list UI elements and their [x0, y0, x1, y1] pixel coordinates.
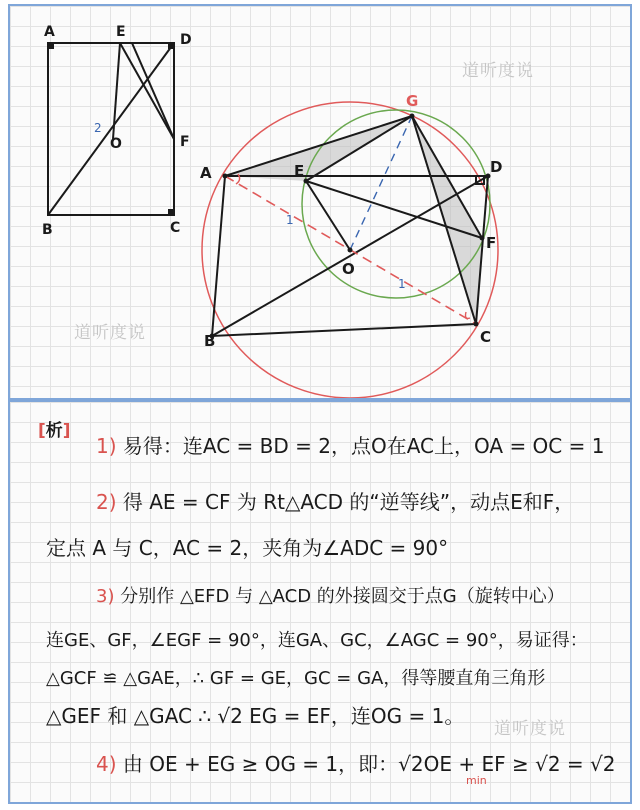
line-5-text: 连GE、GF，∠EGF = 90°，连GA、GC，∠AGC = 90°，易证得：	[46, 630, 588, 651]
small-label-f: F	[180, 134, 190, 150]
small-right-angle-c	[169, 210, 174, 215]
analysis-line-4	[96, 582, 565, 608]
watermark-top-left: 道听度说	[74, 323, 146, 343]
line-8-text: 由 OE + EG ≥ OG = 1，即：√2OE + EF ≥ √2 = √2	[122, 752, 616, 776]
line-2-text: 得 AE = CF 为 Rt△ACD 的“逆等线”，动点E和F，	[122, 490, 575, 514]
analysis-line-7	[46, 700, 464, 729]
big-label-d: D	[490, 158, 503, 176]
watermark-bottom-right: 道听度说	[494, 719, 566, 739]
small-line-oe	[113, 43, 120, 139]
small-figure	[48, 43, 174, 215]
small-label-o: O	[110, 136, 122, 152]
analysis-line-3	[46, 532, 448, 561]
small-label-c: C	[170, 220, 181, 236]
tag-close-bracket: ]	[62, 421, 71, 441]
line-6-text: △GCF ≌ △GAE，∴ GF = GE，GC = GA，得等腰直角三角形	[46, 668, 546, 689]
small-label-e: E	[116, 24, 126, 40]
line-7-text: △GEF 和 △GAC ∴ √2 EG = EF，连OG = 1。	[46, 704, 465, 728]
analysis-panel	[8, 400, 632, 804]
point-g	[410, 114, 415, 119]
watermark-top-right: 道听度说	[462, 61, 534, 81]
small-right-angle-a	[48, 43, 53, 48]
analysis-line-1	[96, 430, 604, 459]
big-label-b: B	[204, 332, 216, 350]
analysis-line-2	[96, 486, 574, 515]
tag-text: 析	[45, 421, 63, 441]
analysis-line-8	[96, 748, 616, 777]
analysis-line-6	[46, 664, 545, 690]
analysis-line-5	[46, 626, 588, 652]
big-label-g: G	[406, 92, 419, 110]
big-figure	[202, 102, 498, 398]
line-4-num: 3)	[96, 586, 115, 607]
line-8-num: 4)	[96, 752, 117, 776]
big-label-e: E	[294, 162, 305, 180]
point-c	[474, 322, 479, 327]
point-o	[348, 248, 353, 253]
line-1-text: 易得：连AC = BD = 2，点O在AC上，OA = OC = 1	[122, 434, 605, 458]
small-label-b: B	[42, 222, 53, 238]
small-label-d: D	[180, 32, 192, 48]
line-2-num: 2)	[96, 490, 117, 514]
angle-mark-c	[466, 312, 471, 318]
point-a	[223, 174, 228, 179]
line-1-num: 1)	[96, 434, 117, 458]
small-label-two: 2	[94, 121, 102, 135]
diagram-panel	[8, 4, 632, 400]
big-label-one-b: 1	[398, 277, 406, 291]
big-line-eo	[306, 181, 350, 250]
line-4-text: 分别作 △EFD 与 △ACD 的外接圆交于点G（旋转中心）	[120, 586, 565, 607]
point-f	[480, 236, 485, 241]
point-e	[304, 179, 309, 184]
big-label-c: C	[480, 328, 492, 346]
big-label-a: A	[200, 164, 212, 182]
small-diagonal-bd	[48, 43, 174, 215]
big-label-one-a: 1	[286, 213, 294, 227]
big-label-f: F	[486, 234, 497, 252]
line-3-text: 定点 A 与 C，AC = 2，夹角为∠ADC = 90°	[46, 536, 449, 560]
small-right-angle-d	[169, 43, 174, 48]
big-label-o: O	[342, 260, 355, 278]
small-line-ef	[120, 43, 174, 139]
tag-open-bracket: [	[38, 421, 46, 441]
big-diagonal-bd	[212, 176, 488, 336]
min-label: min	[466, 774, 487, 787]
small-label-a: A	[44, 24, 55, 40]
analysis-tag	[38, 416, 71, 441]
